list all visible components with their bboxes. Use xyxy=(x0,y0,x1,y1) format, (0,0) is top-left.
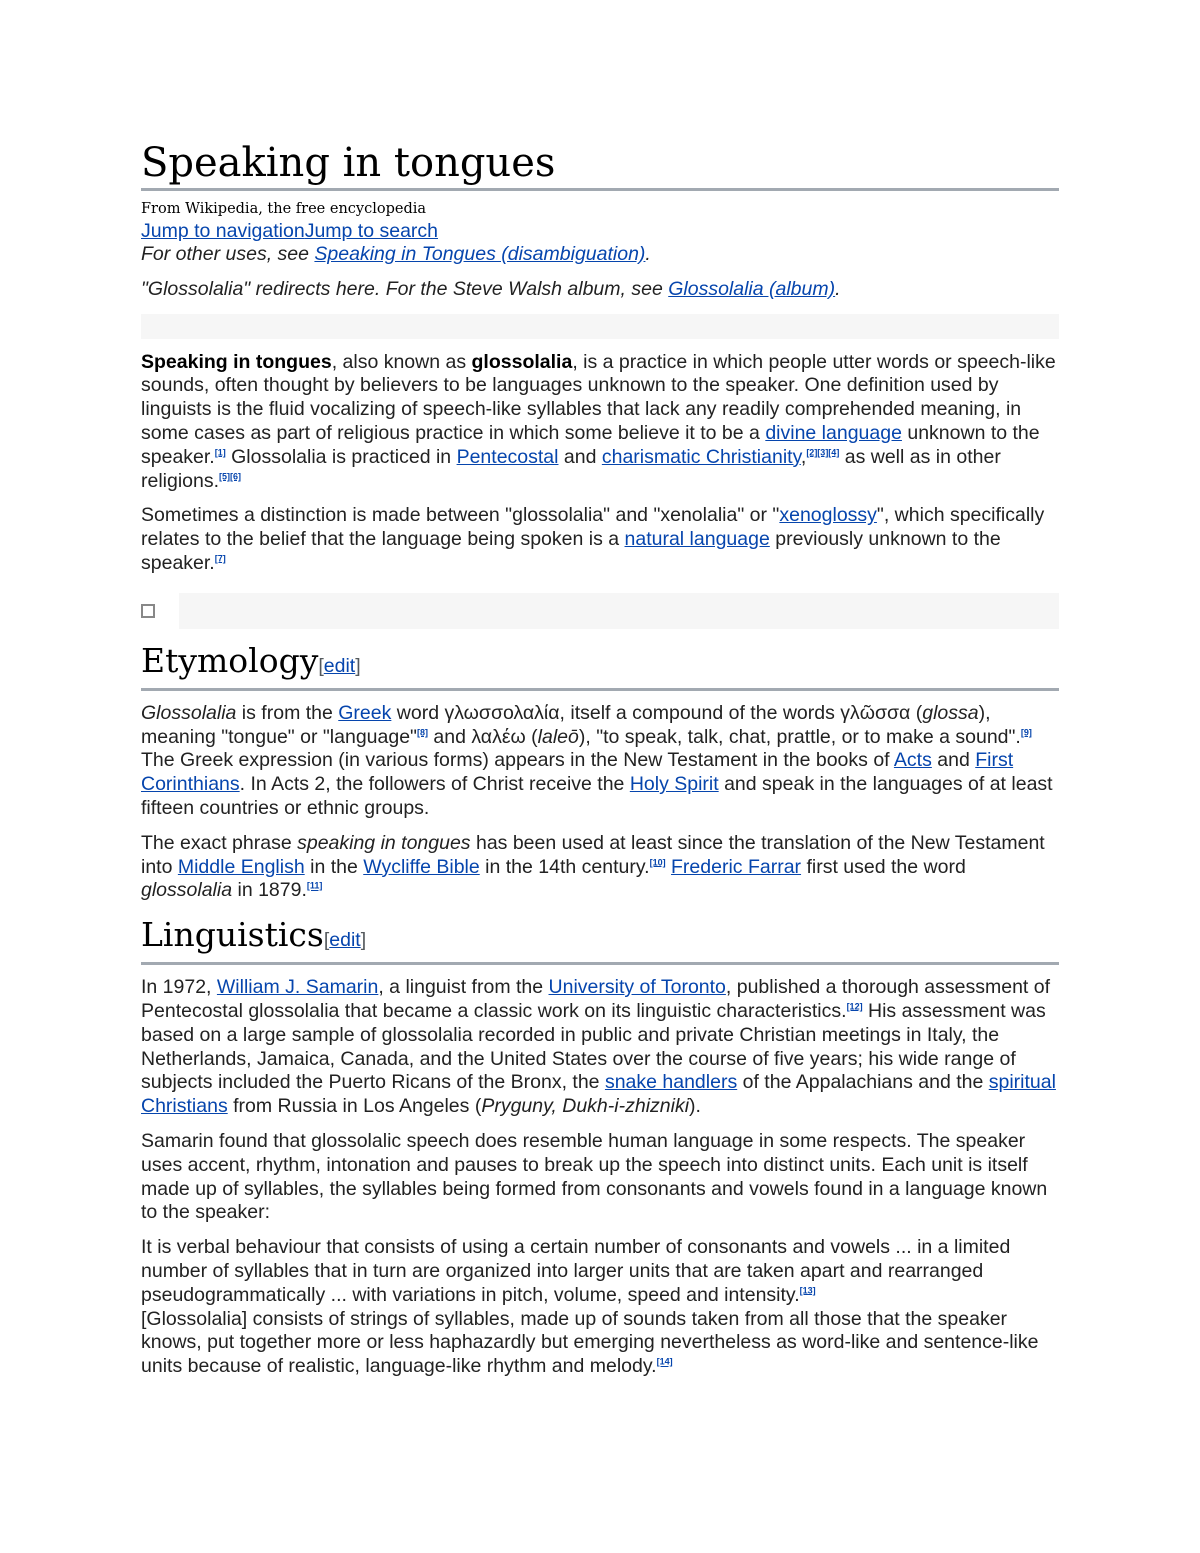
image-placeholder xyxy=(179,593,1059,629)
disambiguation-link[interactable]: Speaking in Tongues (disambiguation) xyxy=(314,243,646,265)
linguistics-paragraph-1: In 1972, William J. Samarin, a linguist from the University of Toronto, published a thorough assessment of Pentecostal glossolalia that became a classic work on its linguistic characteristics.[12] His assessment was based on a large sample of glossolalia recorded in public and private Christian meetings in Italy, the Netherlands, Jamaica, Canada, and the United States over the course of five years; his wide range of subjects included the Puerto Ricans of the Bronx, the snake handlers of the Appalachians and the spiritual Christians from Russia in Los Angeles (Pryguny, Dukh-i-zhizniki). xyxy=(141,976,1056,1118)
middle-english-link[interactable]: Middle English xyxy=(177,855,305,878)
page-title: Speaking in tongues xyxy=(141,140,1059,191)
reference-5-6 xyxy=(219,471,241,481)
citation-link[interactable]: [14] xyxy=(656,1356,673,1367)
citation-link[interactable]: [2][3][4] xyxy=(806,447,840,458)
pentecostal-link[interactable]: Pentecostal xyxy=(456,445,559,468)
linguistics-quote: It is verbal behaviour that consists of using a certain number of consonants and vowels ... in a limited number of syllables that in turn are organized into larger units that are taken apart and rearranged pseudogrammatically ... with variations in pitch, volume, speed and intensity.[13] [Glossolalia] consists of strings of syllables, made up of sounds taken from all those that the speaker knows, put together more or less haphazardly but emerging nevertheless as word-like and sentence-like units because of realistic, language-like rhythm and melody.[14] xyxy=(141,1236,1039,1378)
etymology-paragraph-2: The exact phrase speaking in tongues has been used at least since the translation of the New Testament into Middle English in the Wycliffe Bible in the 14th century.[10] Frederic Farrar first used the word glossolalia in 1879.[11] xyxy=(141,831,1045,902)
edit-link[interactable]: edit xyxy=(323,654,356,677)
tagline: From Wikipedia, the free encyclopedia xyxy=(141,201,427,217)
reference-10 xyxy=(650,857,666,867)
citation-link[interactable]: [7] xyxy=(214,553,226,564)
xenoglossy-link[interactable]: xenoglossy xyxy=(779,504,877,527)
reference-14 xyxy=(657,1357,673,1367)
jump-to-navigation-link[interactable]: Jump to navigation xyxy=(141,220,305,242)
citation-link[interactable]: [5][6] xyxy=(219,471,242,482)
linguistics-paragraph-2: Samarin found that glossolalic speech does resemble human language in some respects. The speaker uses accent, rhythm, intonation and pauses to break up the speech into distinct units. Each unit is itself made up of syllables, the syllables being formed from consonants and vowels found in a language known to the speaker: xyxy=(141,1129,1048,1224)
frederic-farrar-link[interactable]: Frederic Farrar xyxy=(671,855,802,878)
citation-link[interactable]: [1] xyxy=(214,447,226,458)
lead-paragraph: Speaking in tongues, also known as glossolalia, is a practice in which people utter words or speech-like sounds, often thought by believers to be languages unknown to the speaker. One definition used by linguists is the fluid vocalizing of speech-like syllables that lack any readily comprehended meaning, in some cases as part of religious practice in which some believe it to be a divine language unknown to the speaker.[1] Glossolalia is practiced in Pentecostal and charismatic Christianity,[2][3][4] as well as in other religions.[5][6] xyxy=(141,350,1056,492)
snake-handlers-link[interactable]: snake handlers xyxy=(604,1071,738,1094)
reference-11 xyxy=(307,881,323,891)
jump-to-search-link[interactable]: Jump to search xyxy=(304,220,438,242)
checkbox-icon[interactable] xyxy=(141,604,155,618)
wycliffe-bible-link[interactable]: Wycliffe Bible xyxy=(363,855,480,878)
charismatic-christianity-link[interactable]: charismatic Christianity xyxy=(601,445,801,468)
citation-link[interactable]: [13] xyxy=(799,1285,816,1296)
reference-7 xyxy=(215,553,226,563)
reference-2-4 xyxy=(806,447,839,457)
notice-bar xyxy=(141,314,1059,339)
edit-link[interactable]: edit xyxy=(329,929,361,952)
first-corinthians-link[interactable]: First Corinthians xyxy=(141,749,1014,796)
etymology-paragraph-1: Glossolalia is from the Greek word γλωσσολαλία, itself a compound of the words γλῶσσα (glossa), meaning "tongue" or "language"[8] and λαλέω (laleō), "to speak, talk, chat, prattle, or to make a sound".[9] The Greek expression (in various forms) appears in the New Testament in the books of Acts and First Corinthians. In Acts 2, the followers of Christ receive the Holy Spirit and speak in the languages of at least fifteen countries or ethnic groups. xyxy=(141,701,1053,819)
acts-link[interactable]: Acts xyxy=(893,749,932,772)
edit-section: [edit] xyxy=(323,929,367,952)
article xyxy=(141,140,1059,1379)
reference-12 xyxy=(847,1001,863,1011)
image-placeholder-row xyxy=(141,593,1059,629)
university-of-toronto-link[interactable]: University of Toronto xyxy=(548,976,726,999)
reference-1 xyxy=(215,447,226,457)
jump-links xyxy=(141,219,1059,243)
citation-link[interactable]: [10] xyxy=(649,857,666,868)
spiritual-christians-link[interactable]: spiritual Christians xyxy=(141,1071,1056,1118)
divine-language-link[interactable]: divine language xyxy=(765,421,902,444)
reference-13 xyxy=(800,1285,816,1295)
lead-paragraph-2: Sometimes a distinction is made between "glossolalia" and "xenolalia" or "xenoglossy", which specifically relates to the belief that the language being spoken is a natural language previously unknown to the speaker.[7] xyxy=(141,504,1045,574)
section-heading-etymology: Etymology[edit] xyxy=(141,641,1059,691)
edit-section: [edit] xyxy=(318,654,361,677)
greek-link[interactable]: Greek xyxy=(338,701,392,724)
reference-8 xyxy=(417,727,428,737)
holy-spirit-link[interactable]: Holy Spirit xyxy=(629,773,719,796)
william-samarin-link[interactable]: William J. Samarin xyxy=(216,976,379,999)
hatnote-disambiguation: For other uses, see Speaking in Tongues (disambiguation). xyxy=(141,243,651,265)
citation-link[interactable]: [9] xyxy=(1020,727,1032,738)
hatnote-redirect: "Glossolalia" redirects here. For the Steve Walsh album, see Glossolalia (album). xyxy=(141,277,841,300)
reference-9 xyxy=(1021,727,1032,737)
citation-link[interactable]: [11] xyxy=(306,880,323,891)
glossolalia-album-link[interactable]: Glossolalia (album) xyxy=(668,277,836,300)
citation-link[interactable]: [12] xyxy=(846,1001,863,1012)
natural-language-link[interactable]: natural language xyxy=(624,528,770,551)
section-heading-linguistics: Linguistics[edit] xyxy=(141,915,1059,965)
citation-link[interactable]: [8] xyxy=(416,727,428,738)
